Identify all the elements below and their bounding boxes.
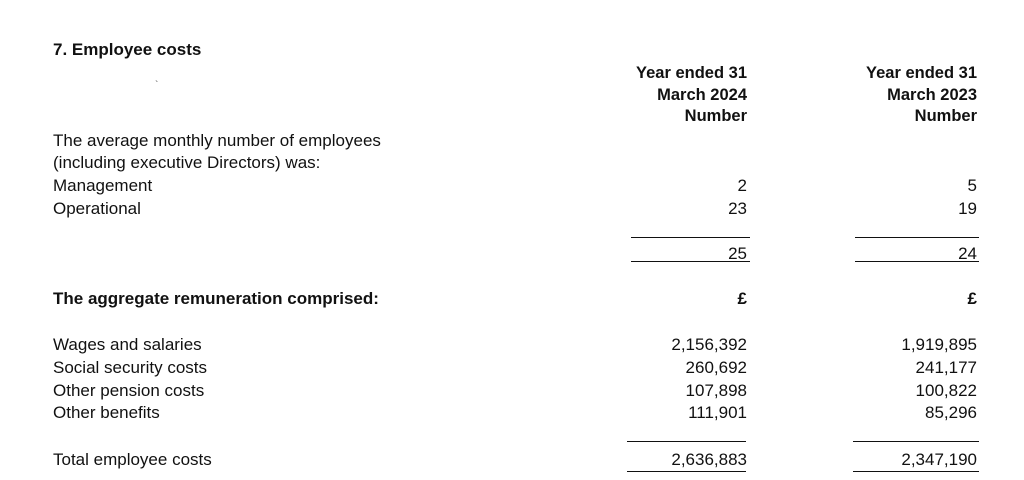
row-label-pension: Other pension costs xyxy=(53,381,205,400)
employees-intro-line: The average monthly number of employees xyxy=(53,131,381,150)
remuneration-heading: The aggregate remuneration comprised: xyxy=(53,289,379,308)
column-header-line: Year ended 31 xyxy=(636,64,747,82)
total-rule-2024 xyxy=(627,441,746,442)
column-header-2023 xyxy=(866,63,977,128)
value-wages-2023: 1,919,895 xyxy=(901,335,977,354)
row-label-social-security: Social security costs xyxy=(53,358,207,377)
total-rule-2023 xyxy=(853,441,979,442)
subtotal-rule-bottom-2024 xyxy=(631,261,750,262)
value-total-2023: 2,347,190 xyxy=(901,450,977,469)
row-label-management: Management xyxy=(53,176,153,195)
row-label-other-benefits: Other benefits xyxy=(53,403,160,422)
value-pension-2024: 107,898 xyxy=(685,381,747,400)
subtotal-rule-bottom-2023 xyxy=(855,261,979,262)
value-other-benefits-2024: 111,901 xyxy=(688,403,747,422)
value-operational-2024: 23 xyxy=(728,199,747,218)
column-header-line: Number xyxy=(914,107,977,125)
total-underline-2024 xyxy=(627,471,746,472)
value-other-benefits-2023: 85,296 xyxy=(925,403,977,422)
value-social-security-2024: 260,692 xyxy=(685,358,747,377)
value-total-2024: 2,636,883 xyxy=(671,450,747,469)
employees-intro-line: (including executive Directors) was: xyxy=(53,153,321,172)
column-header-2024 xyxy=(636,63,747,128)
value-management-2024: 2 xyxy=(737,176,747,195)
value-wages-2024: 2,156,392 xyxy=(671,335,747,354)
section-title: 7. Employee costs xyxy=(53,40,202,59)
employees-total-2024: 25 xyxy=(728,244,747,263)
column-header-line: March 2023 xyxy=(887,85,977,104)
stray-mark: ` xyxy=(155,80,159,91)
employees-total-2023: 24 xyxy=(958,244,977,263)
row-label-wages: Wages and salaries xyxy=(53,335,202,354)
value-operational-2023: 19 xyxy=(958,199,977,218)
column-header-line: Year ended 31 xyxy=(866,64,977,82)
subtotal-rule-top-2023 xyxy=(855,237,979,238)
currency-symbol-2024: £ xyxy=(737,289,747,308)
column-header-line: March 2024 xyxy=(657,85,747,104)
row-label-total: Total employee costs xyxy=(53,450,212,469)
subtotal-rule-top-2024 xyxy=(631,237,750,238)
column-header-line: Number xyxy=(684,107,747,125)
value-pension-2023: 100,822 xyxy=(915,381,977,400)
total-underline-2023 xyxy=(853,471,979,472)
row-label-operational: Operational xyxy=(53,199,141,218)
value-management-2023: 5 xyxy=(967,176,977,195)
value-social-security-2023: 241,177 xyxy=(915,358,977,377)
currency-symbol-2023: £ xyxy=(967,289,977,308)
